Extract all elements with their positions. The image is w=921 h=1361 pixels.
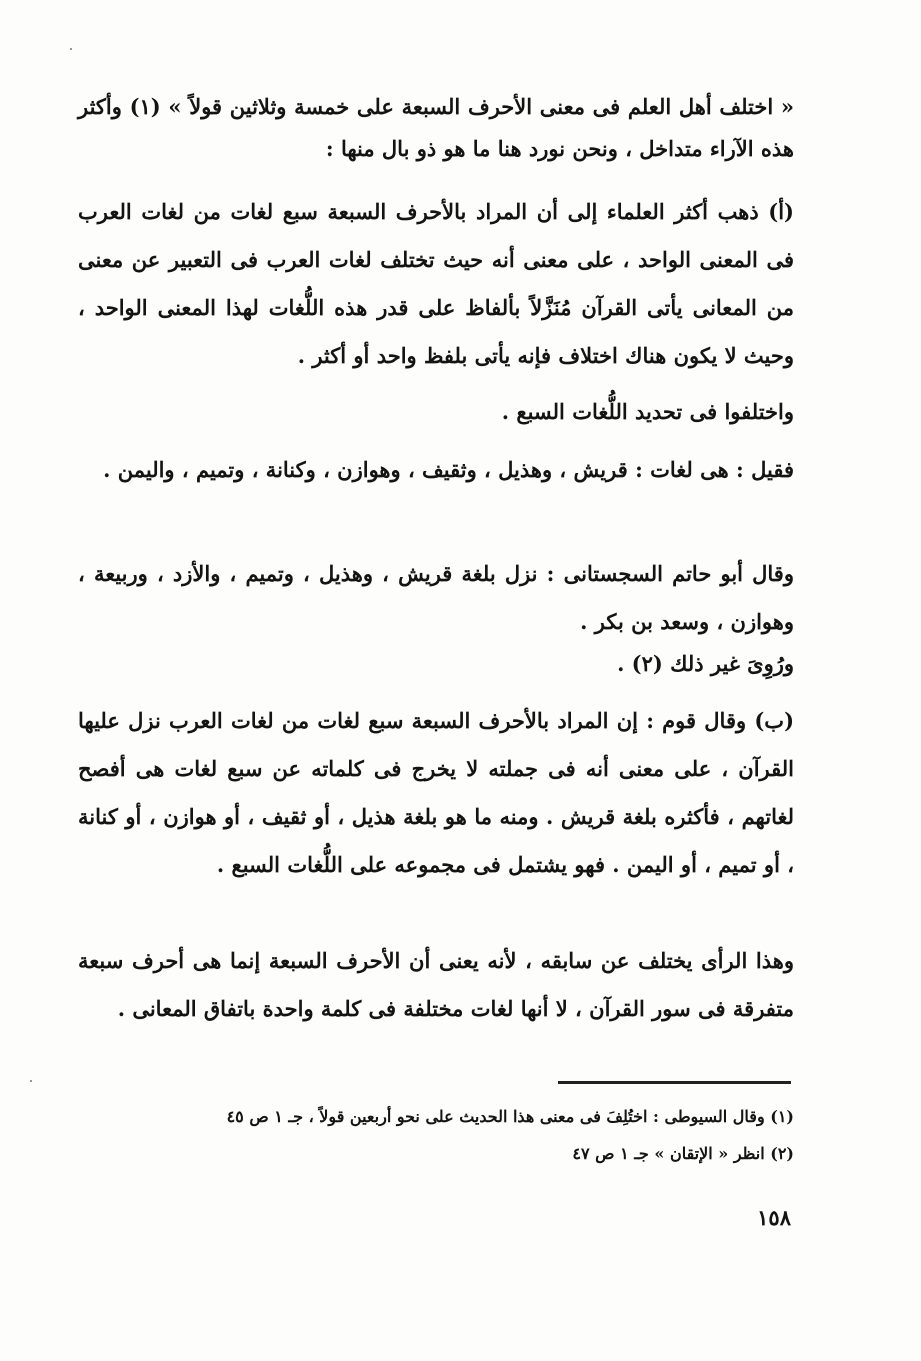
paragraph-sijistani: وقال أبو حاتم السجستانى : نزل بلغة قريش ، وهذيل ، وتميم ، والأزد ، وربيعة ، وهوازن ، وسعد بن بكر . xyxy=(78,561,794,634)
paragraph-dialects-dispute: واختلفوا فى تحديد اللُّغات السبع . xyxy=(501,399,794,424)
paragraph-first-list: فقيل : هى لغات : قريش ، وهذيل ، وثقيف ، وهوازن ، وكنانة ، وتميم ، واليمن . xyxy=(103,457,794,482)
paragraph-opinion-a: (أ) ذهب أكثر العلماء إلى أن المراد بالأحرف السبعة سبع لغات من لغات العرب فى المعنى الواحد ، على معنى أنه حيث تختلف لغات العرب فى التعبير عن معنى من المعانى يأتى القرآن مُنَزَّلاً بألفاظ على قدر هذه اللُّغات لهذا المعنى الواحد ، وحيث لا يكون هناك اختلاف فإنه يأتى بلفظ واحد أو أكثر . xyxy=(78,199,794,368)
page-number: ١٥٨ xyxy=(757,1205,791,1230)
footnote-1: (١) وقال السيوطى : اختُلِفَ فى معنى هذا الحديث على نحو أربعين قولاً ، جـ ١ ص ٤٥ xyxy=(226,1107,794,1126)
scan-speck xyxy=(70,48,72,50)
footnotes xyxy=(100,1098,794,1172)
footnote-divider xyxy=(558,1081,791,1084)
paragraph-other-narrations: ورُوِىَ غير ذلك (٢) . xyxy=(617,651,794,676)
paragraph-intro: « اختلف أهل العلم فى معنى الأحرف السبعة على خمسة وثلاثين قولاً » (١) وأكثر هذه الآراء متداخل ، ونحن نورد هنا ما هو ذو بال منها : xyxy=(78,94,794,161)
paragraph-opinion-b: (ب) وقال قوم : إن المراد بالأحرف السبعة سبع لغات من لغات العرب نزل عليها القرآن ، على معنى أنه فى جملته لا يخرج فى كلماته عن سبع لغات هى أفصح لغاتهم ، فأكثره بلغة قريش . ومنه ما هو بلغة هذيل ، أو ثقيف ، أو هوازن ، أو كنانة ، أو تميم ، أو اليمن . فهو يشتمل فى مجموعه على اللُّغات السبع . xyxy=(78,708,794,877)
footnote-2: (٢) انظر « الإتقان » جـ ١ ص ٤٧ xyxy=(572,1144,794,1163)
scan-speck xyxy=(30,1080,32,1082)
paragraph-difference: وهذا الرأى يختلف عن سابقه ، لأنه يعنى أن الأحرف السبعة إنما هى أحرف سبعة متفرقة فى سور القرآن ، لا أنها لغات مختلفة فى كلمة واحدة باتفاق المعانى . xyxy=(78,948,794,1021)
